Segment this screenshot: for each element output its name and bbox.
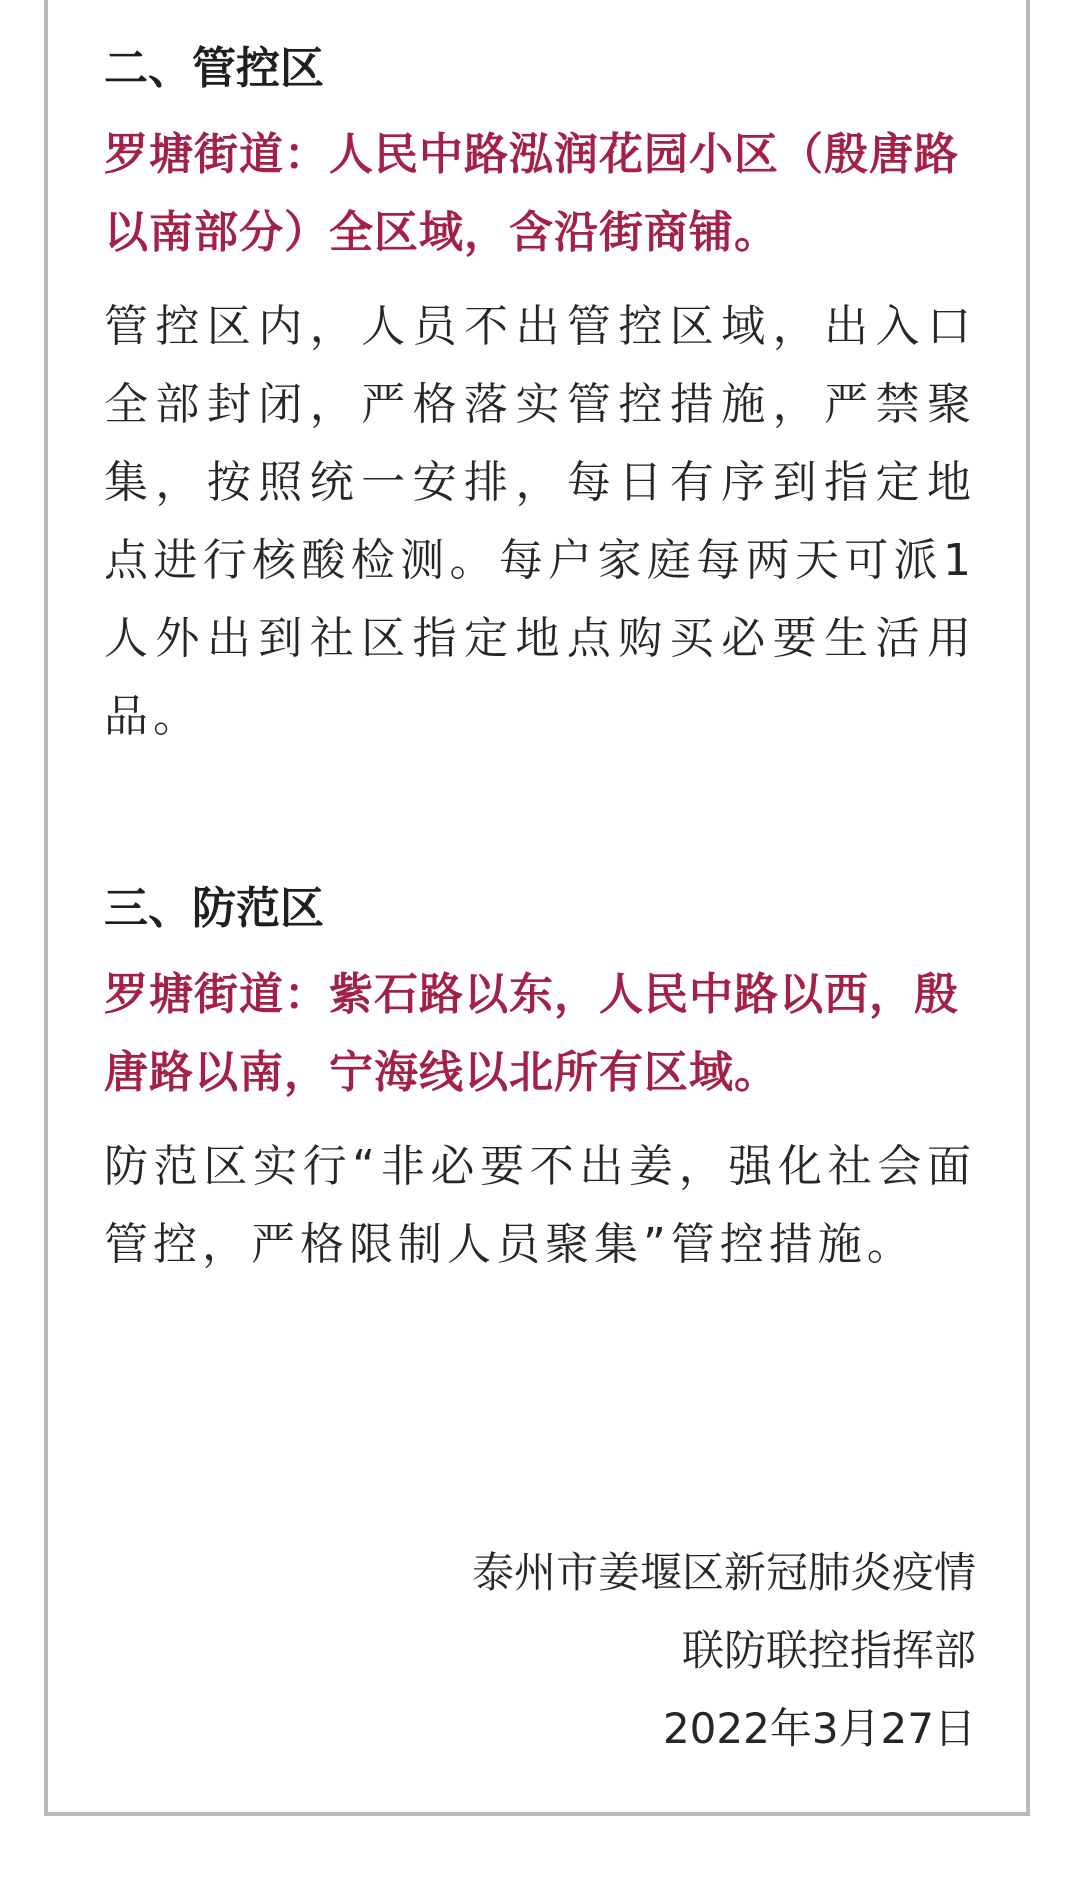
control-zone-area: 罗塘街道：人民中路泓润花园小区（殷唐路以南部分）全区域，含沿街商铺。 [104, 129, 959, 258]
signature-date: 2022年3月27日 [662, 1704, 976, 1753]
section-heading-prevention-zone: 三、防范区 [104, 883, 324, 934]
section-control-zone [104, 30, 976, 756]
signature-issuer-line1: 泰州市姜堰区新冠肺炎疫情 [471, 1548, 976, 1597]
prevention-zone-area: 罗塘街道：紫石路以东，人民中路以西，殷唐路以南，宁海线以北所有区域。 [104, 969, 959, 1098]
section-heading-control-zone: 二、管控区 [104, 43, 324, 94]
control-zone-measures: 管控区内，人员不出管控区域，出入口全部封闭，严格落实管控措施，严禁聚集，按照统一安排，每日有序到指定地点进行核酸检测。每户家庭每两天可派1人外出到社区指定地点购买必要生活用品。 [104, 301, 976, 742]
signature-issuer-line2: 联防联控指挥部 [681, 1626, 976, 1675]
section-prevention-zone [104, 870, 976, 1284]
signature-block [472, 1534, 976, 1768]
prevention-zone-measures: 防范区实行“非必要不出姜，强化社会面管控，严格限制人员聚集”管控措施。 [104, 1141, 976, 1270]
